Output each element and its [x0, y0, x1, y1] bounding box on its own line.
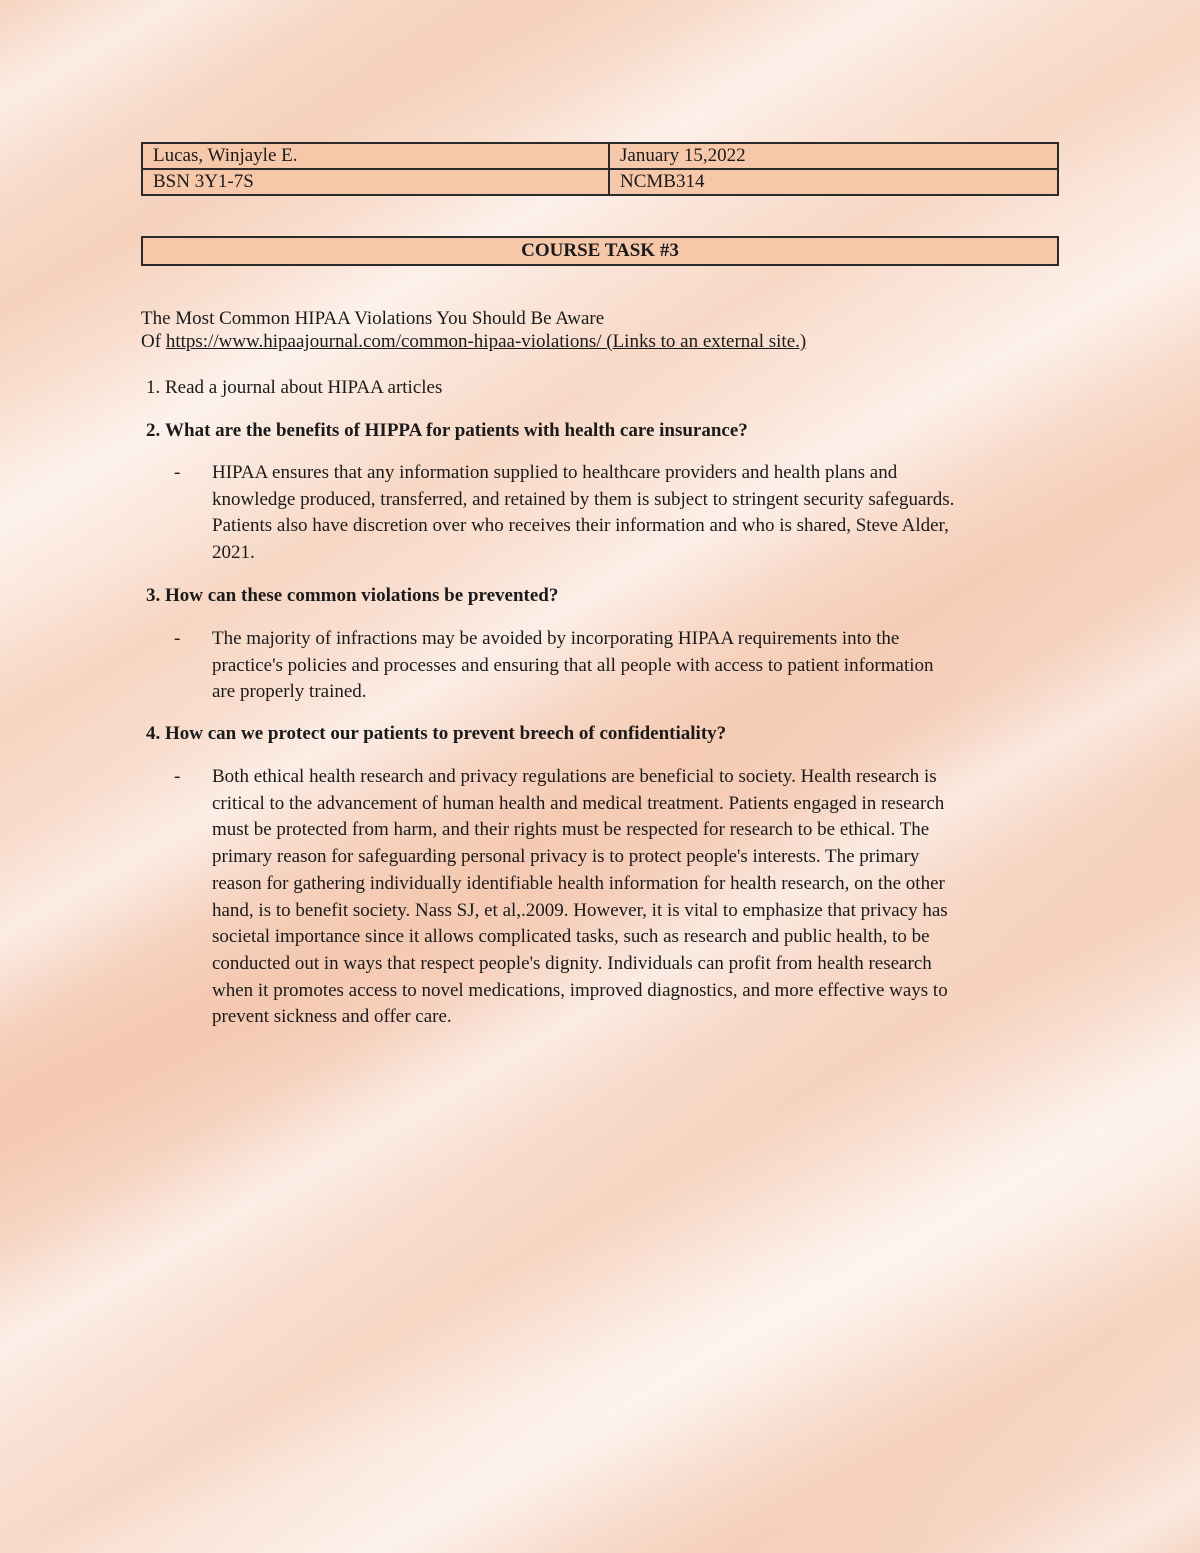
answer-line: primary reason for safeguarding personal privacy is to protect people's interests. The primary — [212, 846, 920, 868]
source-link[interactable]: https://www.hipaajournal.com/common-hipaa-violations/ (Links to an external site.) — [165, 331, 807, 352]
intro-of-prefix: Of — [141, 331, 162, 352]
answer-line: hand, is to benefit society. Nass SJ, et al,.2009. However, it is vital to emphasize that privacy has — [212, 899, 948, 921]
answer-line: must be protected from harm, and their rights must be respected for research to be ethical. The — [212, 819, 930, 841]
answer-line: The majority of infractions may be avoided by incorporating HIPAA requirements into the — [212, 628, 900, 649]
bullet-dash: - — [174, 628, 181, 649]
task-title: COURSE TASK #3 — [141, 236, 1059, 266]
info-row — [142, 169, 1058, 195]
answer-line: are properly trained. — [212, 681, 367, 703]
question-text: How can these common violations be prevented? — [165, 585, 559, 606]
answer-line: critical to the advancement of human health and medical treatment. Patients engaged in research — [212, 792, 945, 814]
question-item — [146, 584, 558, 608]
answer-line: Patients also have discretion over who receives their information and who is shared, Steve Alder, — [212, 515, 949, 537]
course-code: NCMB314 — [609, 169, 1058, 195]
submission-date: January 15,2022 — [609, 143, 1058, 169]
student-info-table — [141, 142, 1059, 196]
student-name: Lucas, Winjayle E. — [142, 143, 609, 169]
bullet-dash: - — [174, 766, 181, 787]
question-text: How can we protect our patients to prevent breech of confidentiality? — [165, 723, 727, 744]
item-text: Read a journal about HIPAA articles — [165, 377, 443, 398]
intro-source — [141, 330, 806, 353]
answer-line: 2021. — [212, 542, 255, 564]
question-item — [146, 722, 726, 746]
intro-block — [141, 307, 806, 353]
item-number: 1. — [146, 377, 161, 398]
answer-line: prevent sickness and offer care. — [212, 1006, 452, 1028]
item-number: 4. — [146, 723, 161, 744]
answer-line: conducted out in ways that respect people's dignity. Individuals can profit from health research — [212, 952, 932, 974]
answer-line: practice's policies and processes and ensuring that all people with access to patient information — [212, 654, 934, 676]
answer-line: Both ethical health research and privacy regulations are beneficial to society. Health research is — [212, 766, 937, 787]
intro-title: The Most Common HIPAA Violations You Should Be Aware — [141, 308, 605, 329]
answer-line: HIPAA ensures that any information supplied to healthcare providers and health plans and — [212, 462, 898, 483]
answer-line: when it promotes access to novel medications, improved diagnostics, and more effective ways to — [212, 979, 948, 1001]
item-number: 2. — [146, 420, 161, 441]
item-number: 3. — [146, 585, 161, 606]
bullet-dash: - — [174, 462, 181, 483]
answer-line: reason for gathering individually identifiable health information for health research, on the other — [212, 872, 945, 894]
answer-line: societal importance since it allows complicated tasks, such as research and public health, to be — [212, 926, 930, 948]
student-section: BSN 3Y1-7S — [142, 169, 609, 195]
answer-block — [174, 626, 1054, 706]
question-text: What are the benefits of HIPPA for patients with health care insurance? — [165, 420, 748, 441]
question-item — [146, 419, 748, 443]
info-row — [142, 143, 1058, 169]
answer-block — [174, 764, 1054, 1031]
question-item — [146, 376, 442, 400]
answer-line: knowledge produced, transferred, and retained by them is subject to stringent security safeguards. — [212, 488, 955, 510]
answer-block — [174, 460, 1054, 567]
